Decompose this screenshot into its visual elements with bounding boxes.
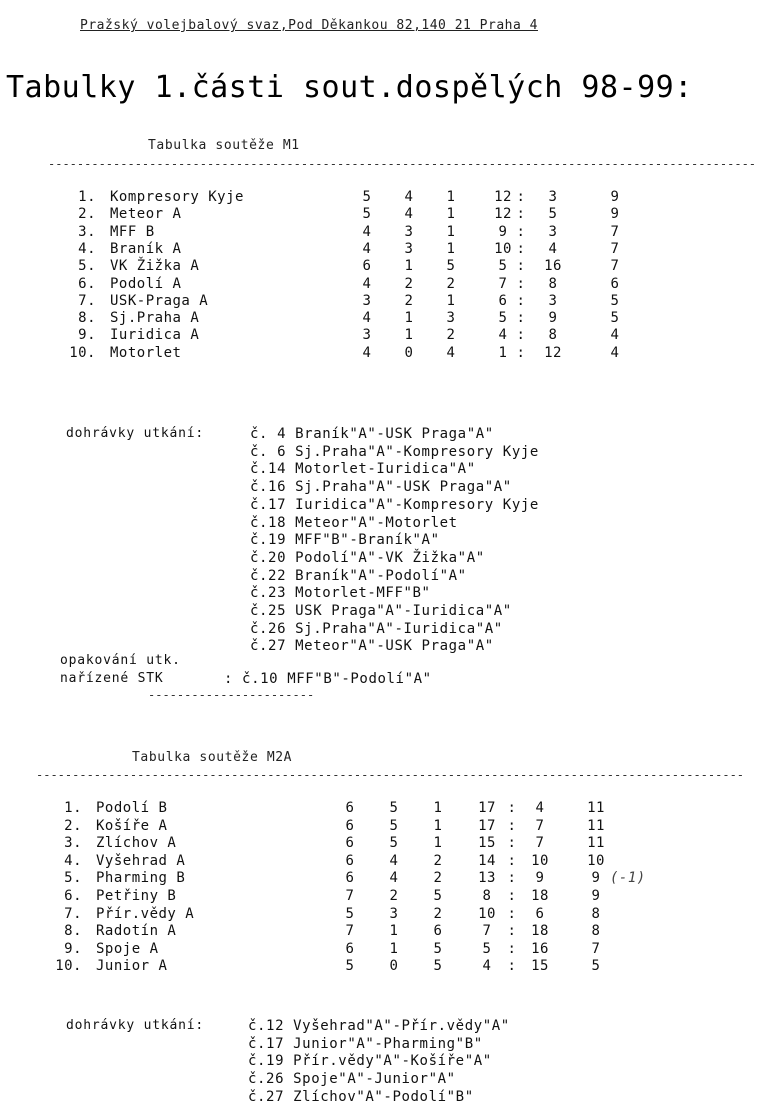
sets-colon: : <box>516 223 526 240</box>
m2a-dohravky-label: dohrávky utkání: <box>66 1018 205 1033</box>
rank-cell: 8. <box>78 310 96 327</box>
rank-cell: 1. <box>78 189 96 205</box>
table-row <box>0 206 780 224</box>
losses-cell: 5 <box>446 258 456 275</box>
played-cell: 7 <box>345 923 355 940</box>
sets-against-cell: 18 <box>531 923 549 940</box>
sets-against-cell: 8 <box>548 275 558 292</box>
m1-separator: -------------------------------------------------------------------------------------------------- <box>48 157 757 171</box>
points-cell: 9 <box>591 870 601 887</box>
losses-cell: 1 <box>446 223 456 240</box>
sets-against-cell: 3 <box>548 223 558 240</box>
sets-colon: : <box>507 958 517 975</box>
table-row <box>0 241 780 259</box>
rank-cell: 9. <box>64 940 82 957</box>
points-cell: 7 <box>610 223 620 240</box>
m2a-table-title: Tabulka soutěže M2A <box>132 750 293 765</box>
points-cell: 8 <box>591 923 601 940</box>
m1-opakovani-label-2: nařízené STK <box>60 671 164 686</box>
wins-cell: 3 <box>404 223 414 240</box>
sets-against-cell: 16 <box>544 258 562 275</box>
losses-cell: 1 <box>446 240 456 257</box>
losses-cell: 1 <box>433 817 443 834</box>
page-title: Tabulky 1.části sout.dospělých 98-99: <box>6 70 693 105</box>
sets-colon: : <box>507 852 517 869</box>
sets-against-cell: 8 <box>548 327 558 344</box>
table-row <box>0 310 780 328</box>
points-cell: 9 <box>610 189 620 205</box>
played-cell: 6 <box>362 258 372 275</box>
wins-cell: 1 <box>404 327 414 344</box>
list-item: č.23 Motorlet-MFF"B" <box>250 585 431 602</box>
list-item: č.19 MFF"B"-Braník"A" <box>250 532 440 549</box>
sets-for-cell: 10 <box>478 905 496 922</box>
points-cell: 9 <box>610 206 620 223</box>
points-cell: 4 <box>610 344 620 361</box>
points-cell: 5 <box>610 292 620 309</box>
team-name: Radotín A <box>96 923 177 940</box>
sets-against-cell: 6 <box>535 905 545 922</box>
rank-cell: 4. <box>78 240 96 257</box>
wins-cell: 4 <box>404 189 414 205</box>
wins-cell: 5 <box>389 835 399 852</box>
losses-cell: 5 <box>433 958 443 975</box>
sets-colon: : <box>507 905 517 922</box>
sets-against-cell: 4 <box>548 240 558 257</box>
rank-cell: 6. <box>78 275 96 292</box>
list-item: č. 6 Sj.Praha"A"-Kompresory Kyje <box>250 443 539 460</box>
sets-colon: : <box>507 800 517 816</box>
sets-for-cell: 5 <box>498 258 508 275</box>
list-item: č.26 Sj.Praha"A"-Iuridica"A" <box>250 620 503 637</box>
points-cell: 11 <box>587 800 605 816</box>
losses-cell: 2 <box>433 870 443 887</box>
sets-against-cell: 12 <box>544 344 562 361</box>
team-name: Podolí A <box>110 275 182 292</box>
sets-colon: : <box>507 940 517 957</box>
wins-cell: 1 <box>404 258 414 275</box>
played-cell: 6 <box>345 940 355 957</box>
table-row <box>0 293 780 311</box>
table-row <box>0 870 780 888</box>
losses-cell: 5 <box>433 940 443 957</box>
rank-cell: 8. <box>64 923 82 940</box>
losses-cell: 4 <box>446 344 456 361</box>
table-row <box>0 800 780 818</box>
table-row <box>0 923 780 941</box>
table-row <box>0 276 780 294</box>
rank-cell: 9. <box>78 327 96 344</box>
table-row <box>0 906 780 924</box>
points-cell: 8 <box>591 905 601 922</box>
played-cell: 4 <box>362 223 372 240</box>
sets-colon: : <box>516 292 526 309</box>
team-name: Sj.Praha A <box>110 310 200 327</box>
sets-for-cell: 10 <box>494 240 512 257</box>
sets-for-cell: 13 <box>478 870 496 887</box>
sets-colon: : <box>516 327 526 344</box>
losses-cell: 1 <box>446 189 456 205</box>
sets-against-cell: 10 <box>531 852 549 869</box>
list-item: č.16 Sj.Praha"A"-USK Praga"A" <box>250 479 512 496</box>
sets-colon: : <box>507 923 517 940</box>
wins-cell: 0 <box>404 344 414 361</box>
sets-for-cell: 4 <box>498 327 508 344</box>
points-cell: 10 <box>587 852 605 869</box>
m1-opakovani-match: : č.10 MFF"B"-Podolí"A" <box>224 671 432 687</box>
m1-dohravky-label: dohrávky utkání: <box>66 426 205 441</box>
sets-colon: : <box>516 275 526 292</box>
team-name: Petřiny B <box>96 888 177 904</box>
m1-short-separator: ----------------------- <box>148 688 315 702</box>
losses-cell: 3 <box>446 310 456 327</box>
rank-cell: 3. <box>64 835 82 852</box>
wins-cell: 1 <box>404 310 414 327</box>
points-cell: 7 <box>610 240 620 257</box>
played-cell: 6 <box>345 817 355 834</box>
losses-cell: 2 <box>446 327 456 344</box>
wins-cell: 4 <box>389 870 399 887</box>
rank-cell: 5. <box>78 258 96 275</box>
points-cell: 11 <box>587 817 605 834</box>
association-header: Pražský volejbalový svaz,Pod Děkankou 82,140 21 Praha 4 <box>80 18 538 33</box>
sets-for-cell: 17 <box>478 817 496 834</box>
wins-cell: 5 <box>389 800 399 816</box>
points-cell: 6 <box>610 275 620 292</box>
list-item: č.20 Podolí"A"-VK Žižka"A" <box>250 549 485 566</box>
list-item: č.25 USK Praga"A"-Iuridica"A" <box>250 603 512 619</box>
team-name: Motorlet <box>110 344 182 361</box>
table-row <box>0 189 780 207</box>
sets-colon: : <box>507 870 517 887</box>
played-cell: 5 <box>362 206 372 223</box>
table-row <box>0 327 780 345</box>
wins-cell: 3 <box>389 905 399 922</box>
losses-cell: 1 <box>446 206 456 223</box>
losses-cell: 1 <box>446 292 456 309</box>
points-cell: 11 <box>587 835 605 852</box>
losses-cell: 1 <box>433 835 443 852</box>
sets-against-cell: 16 <box>531 940 549 957</box>
sets-colon: : <box>516 189 526 205</box>
sets-colon: : <box>516 206 526 223</box>
rank-cell: 7. <box>78 292 96 309</box>
sets-against-cell: 9 <box>535 870 545 887</box>
table-row <box>0 818 780 836</box>
table-row <box>0 258 780 276</box>
wins-cell: 1 <box>389 923 399 940</box>
sets-colon: : <box>516 344 526 361</box>
list-item: č.14 Motorlet-Iuridica"A" <box>250 461 476 478</box>
losses-cell: 2 <box>433 905 443 922</box>
wins-cell: 1 <box>389 940 399 957</box>
losses-cell: 1 <box>433 800 443 816</box>
points-cell: 4 <box>610 327 620 344</box>
rank-cell: 10. <box>69 344 96 361</box>
sets-against-cell: 7 <box>535 817 545 834</box>
sets-against-cell: 9 <box>548 310 558 327</box>
list-item: č.17 Iuridica"A"-Kompresory Kyje <box>250 496 539 513</box>
rank-cell: 6. <box>64 888 82 904</box>
sets-against-cell: 18 <box>531 888 549 904</box>
points-cell: 7 <box>591 940 601 957</box>
points-cell: 5 <box>610 310 620 327</box>
table-row <box>0 224 780 242</box>
sets-against-cell: 3 <box>548 292 558 309</box>
rank-cell: 2. <box>78 206 96 223</box>
losses-cell: 5 <box>433 888 443 904</box>
sets-against-cell: 7 <box>535 835 545 852</box>
table-row <box>0 835 780 853</box>
team-name: Braník A <box>110 240 182 257</box>
team-name: Meteor A <box>110 206 182 223</box>
wins-cell: 2 <box>389 888 399 904</box>
played-cell: 5 <box>345 958 355 975</box>
played-cell: 7 <box>345 888 355 904</box>
rank-cell: 10. <box>55 958 82 975</box>
m2a-separator: -------------------------------------------------------------------------------------------------- <box>36 768 745 782</box>
losses-cell: 2 <box>446 275 456 292</box>
sets-colon: : <box>507 835 517 852</box>
list-item: č.26 Spoje"A"-Junior"A" <box>248 1071 456 1088</box>
m1-opakovani-label-1: opakování utk. <box>60 653 181 668</box>
points-cell: 9 <box>591 888 601 904</box>
wins-cell: 5 <box>389 817 399 834</box>
sets-for-cell: 4 <box>482 958 492 975</box>
sets-for-cell: 12 <box>494 189 512 205</box>
list-item: č.22 Braník"A"-Podolí"A" <box>250 567 467 584</box>
team-name: Podolí B <box>96 800 168 816</box>
wins-cell: 2 <box>404 275 414 292</box>
rank-cell: 5. <box>64 870 82 887</box>
table-row <box>0 345 780 363</box>
team-name: Přír.vědy A <box>96 905 195 922</box>
wins-cell: 4 <box>389 852 399 869</box>
table-row <box>0 958 780 976</box>
table-row <box>0 853 780 871</box>
team-name: MFF B <box>110 223 155 240</box>
played-cell: 4 <box>362 275 372 292</box>
played-cell: 4 <box>362 310 372 327</box>
played-cell: 4 <box>362 344 372 361</box>
sets-against-cell: 4 <box>535 800 545 816</box>
played-cell: 3 <box>362 292 372 309</box>
sets-for-cell: 17 <box>478 800 496 816</box>
sets-colon: : <box>507 817 517 834</box>
sets-for-cell: 5 <box>498 310 508 327</box>
sets-colon: : <box>516 240 526 257</box>
rank-cell: 4. <box>64 852 82 869</box>
played-cell: 5 <box>345 905 355 922</box>
points-deduction: (-1) <box>610 870 646 887</box>
sets-against-cell: 5 <box>548 206 558 223</box>
wins-cell: 0 <box>389 958 399 975</box>
sets-for-cell: 5 <box>482 940 492 957</box>
played-cell: 5 <box>362 189 372 205</box>
played-cell: 6 <box>345 852 355 869</box>
team-name: Zlíchov A <box>96 835 177 852</box>
m1-table-title: Tabulka soutěže M1 <box>148 138 300 153</box>
played-cell: 6 <box>345 800 355 816</box>
rank-cell: 1. <box>64 800 82 816</box>
played-cell: 4 <box>362 240 372 257</box>
team-name: Vyšehrad A <box>96 852 186 869</box>
sets-colon: : <box>507 888 517 904</box>
list-item: č.17 Junior"A"-Pharming"B" <box>248 1035 483 1052</box>
sets-against-cell: 3 <box>548 189 558 205</box>
points-cell: 7 <box>610 258 620 275</box>
table-row <box>0 888 780 906</box>
played-cell: 6 <box>345 870 355 887</box>
losses-cell: 2 <box>433 852 443 869</box>
team-name: Košíře A <box>96 817 168 834</box>
sets-for-cell: 12 <box>494 206 512 223</box>
team-name: VK Žižka A <box>110 258 200 275</box>
list-item: č.12 Vyšehrad"A"-Přír.vědy"A" <box>248 1018 510 1034</box>
sets-for-cell: 1 <box>498 344 508 361</box>
points-cell: 5 <box>591 958 601 975</box>
list-item: č. 4 Braník"A"-USK Praga"A" <box>250 426 494 442</box>
sets-for-cell: 9 <box>498 223 508 240</box>
list-item: č.27 Zlíchov"A"-Podolí"B" <box>248 1088 474 1105</box>
team-name: Spoje A <box>96 940 159 957</box>
team-name: Pharming B <box>96 870 186 887</box>
sets-for-cell: 7 <box>482 923 492 940</box>
team-name: USK-Praga A <box>110 292 209 309</box>
rank-cell: 7. <box>64 905 82 922</box>
wins-cell: 2 <box>404 292 414 309</box>
sets-for-cell: 15 <box>478 835 496 852</box>
rank-cell: 3. <box>78 223 96 240</box>
wins-cell: 4 <box>404 206 414 223</box>
team-name: Junior A <box>96 958 168 975</box>
losses-cell: 6 <box>433 923 443 940</box>
table-row <box>0 941 780 959</box>
played-cell: 6 <box>345 835 355 852</box>
rank-cell: 2. <box>64 817 82 834</box>
sets-for-cell: 7 <box>498 275 508 292</box>
list-item: č.19 Přír.vědy"A"-Košíře"A" <box>248 1053 492 1070</box>
list-item: č.18 Meteor"A"-Motorlet <box>250 514 458 531</box>
sets-colon: : <box>516 258 526 275</box>
played-cell: 3 <box>362 327 372 344</box>
sets-colon: : <box>516 310 526 327</box>
sets-for-cell: 6 <box>498 292 508 309</box>
sets-for-cell: 14 <box>478 852 496 869</box>
team-name: Iuridica A <box>110 327 200 344</box>
list-item: č.27 Meteor"A"-USK Praga"A" <box>250 638 494 655</box>
sets-for-cell: 8 <box>482 888 492 904</box>
wins-cell: 3 <box>404 240 414 257</box>
sets-against-cell: 15 <box>531 958 549 975</box>
team-name: Kompresory Kyje <box>110 189 244 205</box>
